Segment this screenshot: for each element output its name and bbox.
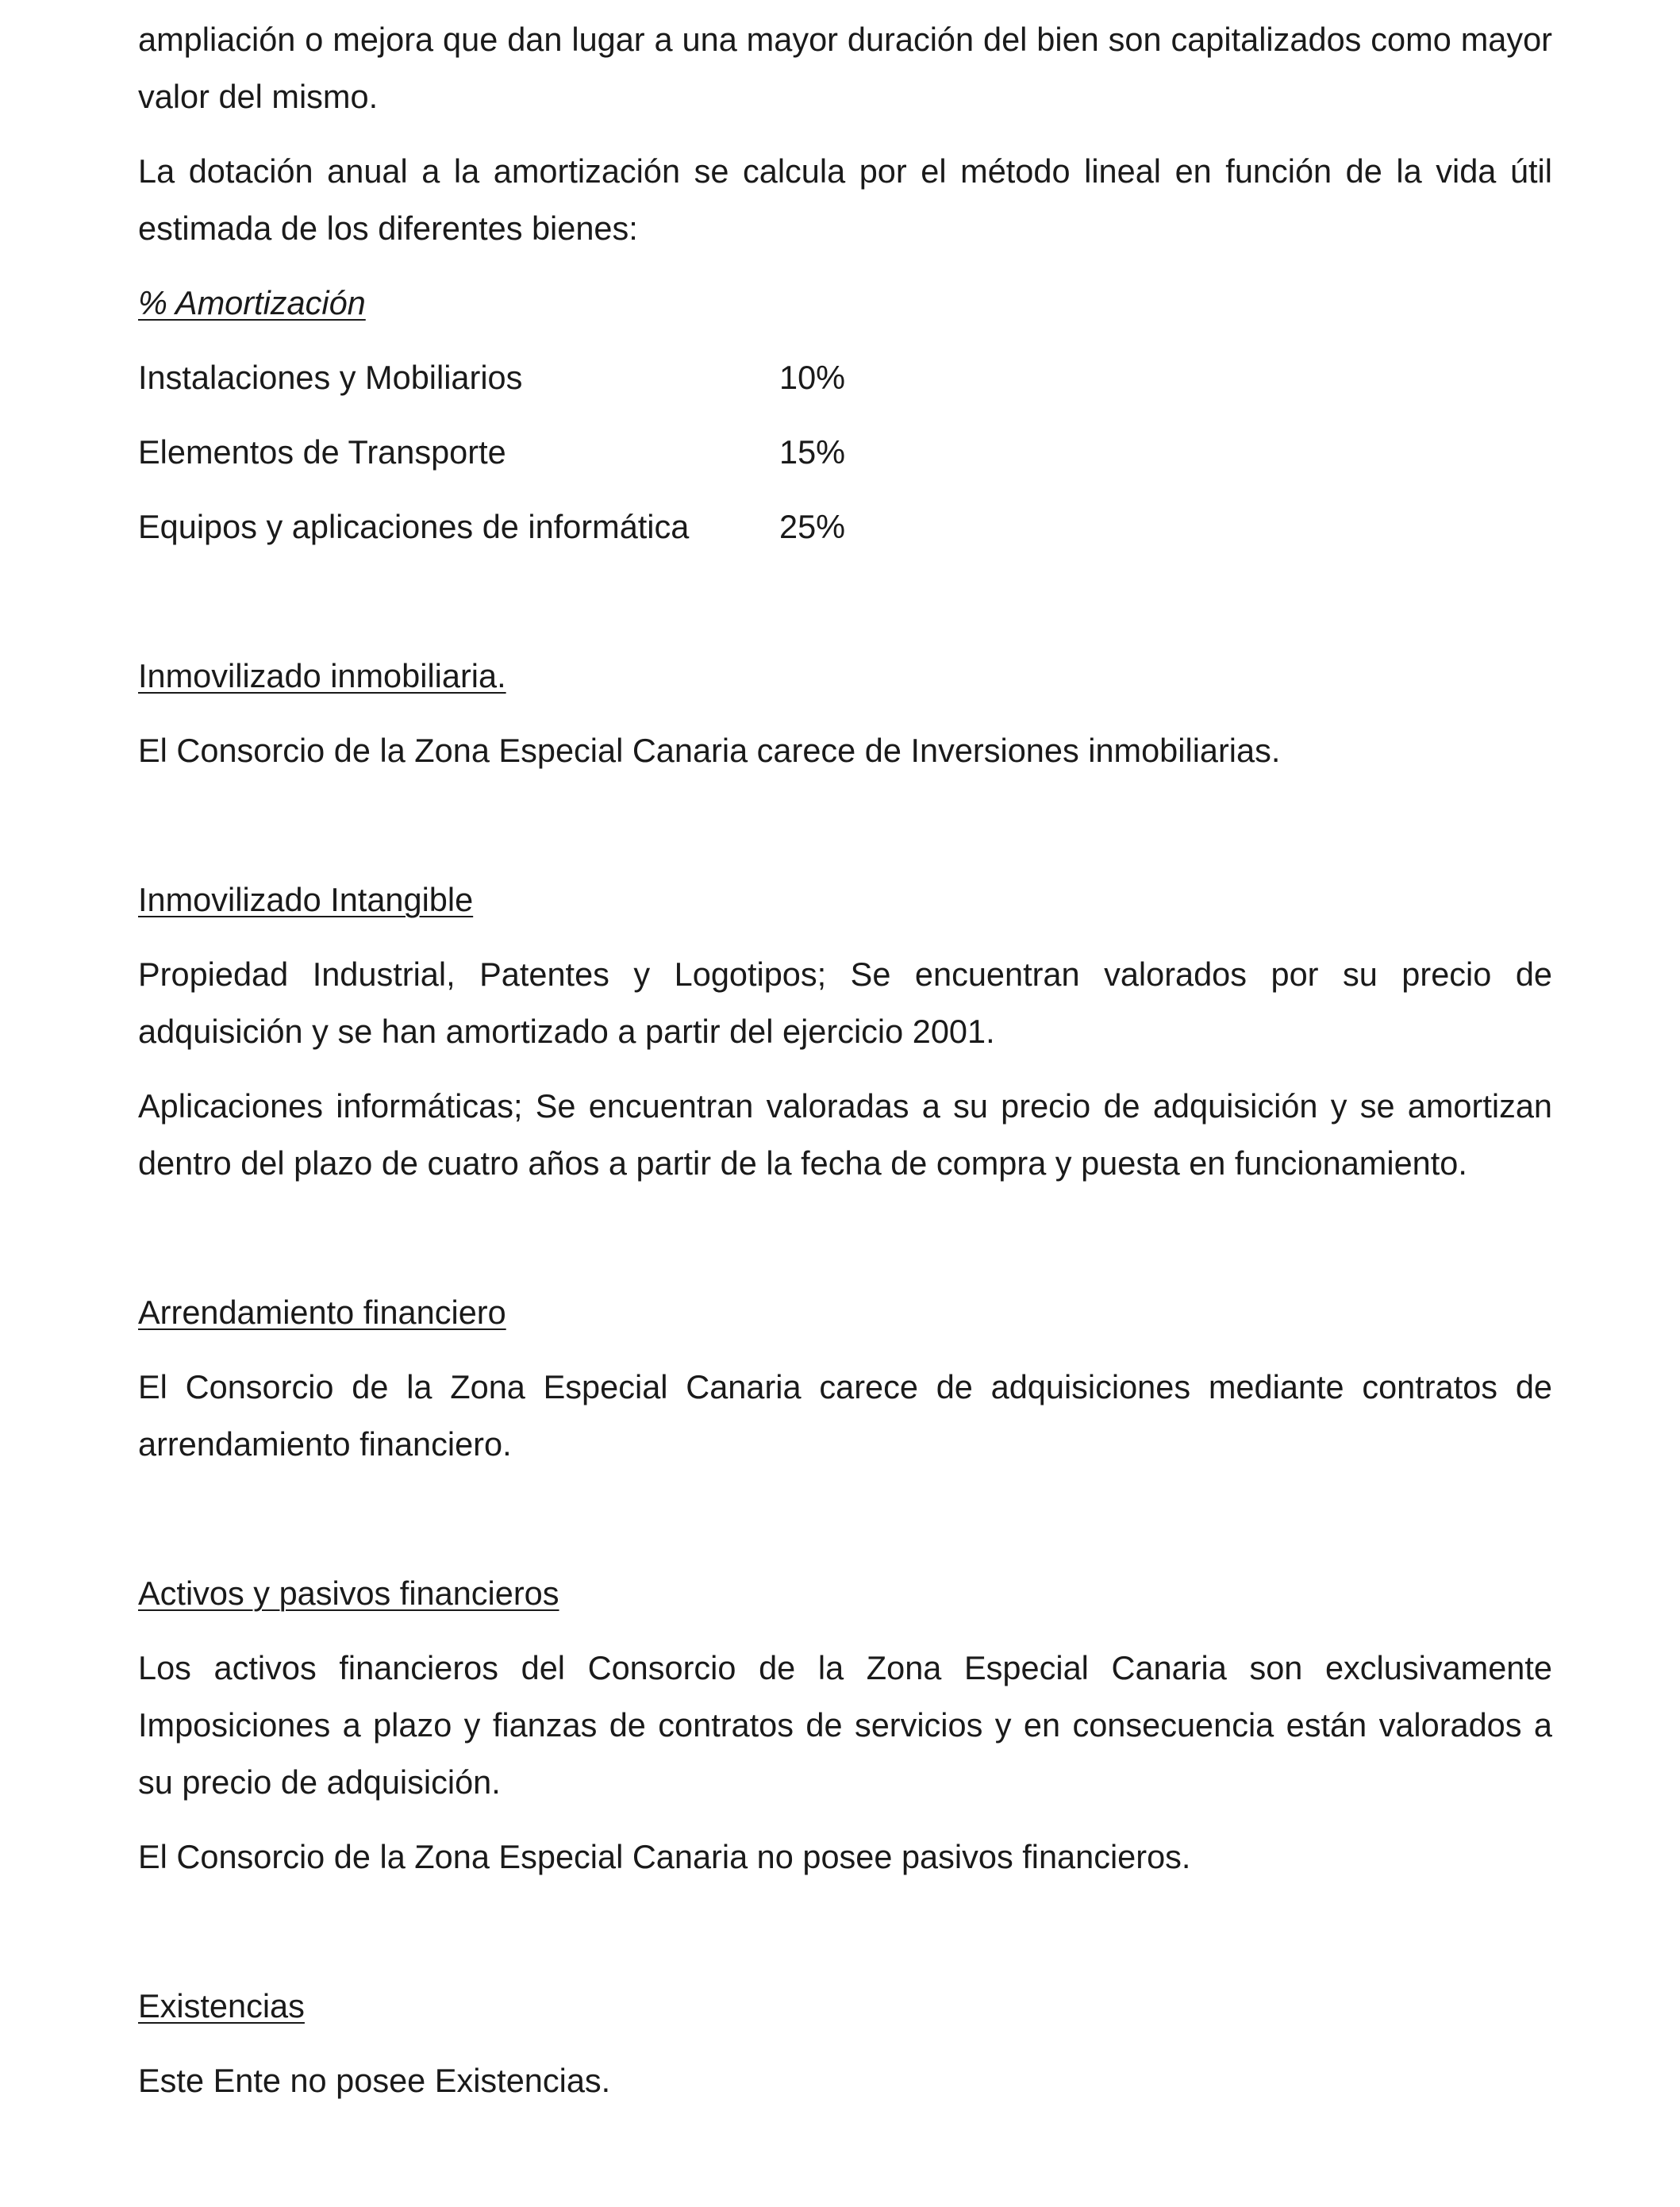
amortization-row-label: Equipos y aplicaciones de informática bbox=[138, 508, 690, 545]
section-paragraph: Este Ente no posee Existencias. bbox=[138, 2062, 611, 2099]
section-activos-pasivos-financieros bbox=[138, 1565, 1552, 1886]
section-paragraph: Los activos financieros del Consorcio de la Zona Especial Canaria son exclusivamente Imposiciones a plazo y fianzas de contratos de servicios y en consecuencia están valorados a su precio de adquisición. bbox=[138, 1649, 1552, 1801]
amortization-row-value: 10% bbox=[779, 359, 846, 396]
amortization-row bbox=[138, 498, 1552, 556]
section-spacer bbox=[138, 1903, 1552, 1978]
amortization-row-value: 15% bbox=[779, 433, 846, 471]
section-spacer bbox=[138, 797, 1552, 871]
section-paragraph: El Consorcio de la Zona Especial Canaria carece de adquisiciones mediante contratos de arrendamiento financiero. bbox=[138, 1368, 1552, 1463]
section-paragraph: Propiedad Industrial, Patentes y Logotipos; Se encuentran valorados por su precio de adquisición y se han amortizado a partir del ejercicio 2001. bbox=[138, 955, 1552, 1050]
section-paragraph: Aplicaciones informáticas; Se encuentran valoradas a su precio de adquisición y se amortizan dentro del plazo de cuatro años a partir de la fecha de compra y puesta en funcionamiento. bbox=[138, 1087, 1552, 1182]
section-heading: Inmovilizado inmobiliaria. bbox=[138, 657, 506, 694]
section-heading: Arrendamiento financiero bbox=[138, 1294, 506, 1331]
amortization-table-caption: % Amortización bbox=[138, 284, 366, 321]
section-spacer bbox=[138, 1490, 1552, 1565]
section-existencias bbox=[138, 1978, 1552, 2109]
section-paragraph: El Consorcio de la Zona Especial Canaria no posee pasivos financieros. bbox=[138, 1838, 1191, 1875]
amortization-row-label: Elementos de Transporte bbox=[138, 433, 506, 471]
section-heading: Existencias bbox=[138, 1987, 305, 2024]
amortization-row-value: 25% bbox=[779, 508, 846, 545]
document-page bbox=[138, 11, 1552, 2127]
intro-paragraph: ampliación o mejora que dan lugar a una mayor duración del bien son capitalizados como mayor valor del mismo. bbox=[138, 21, 1552, 115]
amortization-row bbox=[138, 424, 1552, 481]
section-inmovilizado-intangible bbox=[138, 871, 1552, 1192]
depreciation-method-paragraph: La dotación anual a la amortización se calcula por el método lineal en función de la vida útil estimada de los diferentes bienes: bbox=[138, 152, 1552, 247]
amortization-table bbox=[138, 275, 1552, 556]
section-arrendamiento-financiero bbox=[138, 1284, 1552, 1473]
amortization-row bbox=[138, 349, 1552, 406]
section-heading: Inmovilizado Intangible bbox=[138, 881, 474, 918]
section-paragraph: El Consorcio de la Zona Especial Canaria carece de Inversiones inmobiliarias. bbox=[138, 732, 1281, 769]
section-inmovilizado-inmobiliaria bbox=[138, 648, 1552, 779]
section-spacer bbox=[138, 1209, 1552, 1284]
amortization-row-label: Instalaciones y Mobiliarios bbox=[138, 359, 523, 396]
section-spacer bbox=[138, 573, 1552, 648]
section-heading: Activos y pasivos financieros bbox=[138, 1575, 559, 1612]
